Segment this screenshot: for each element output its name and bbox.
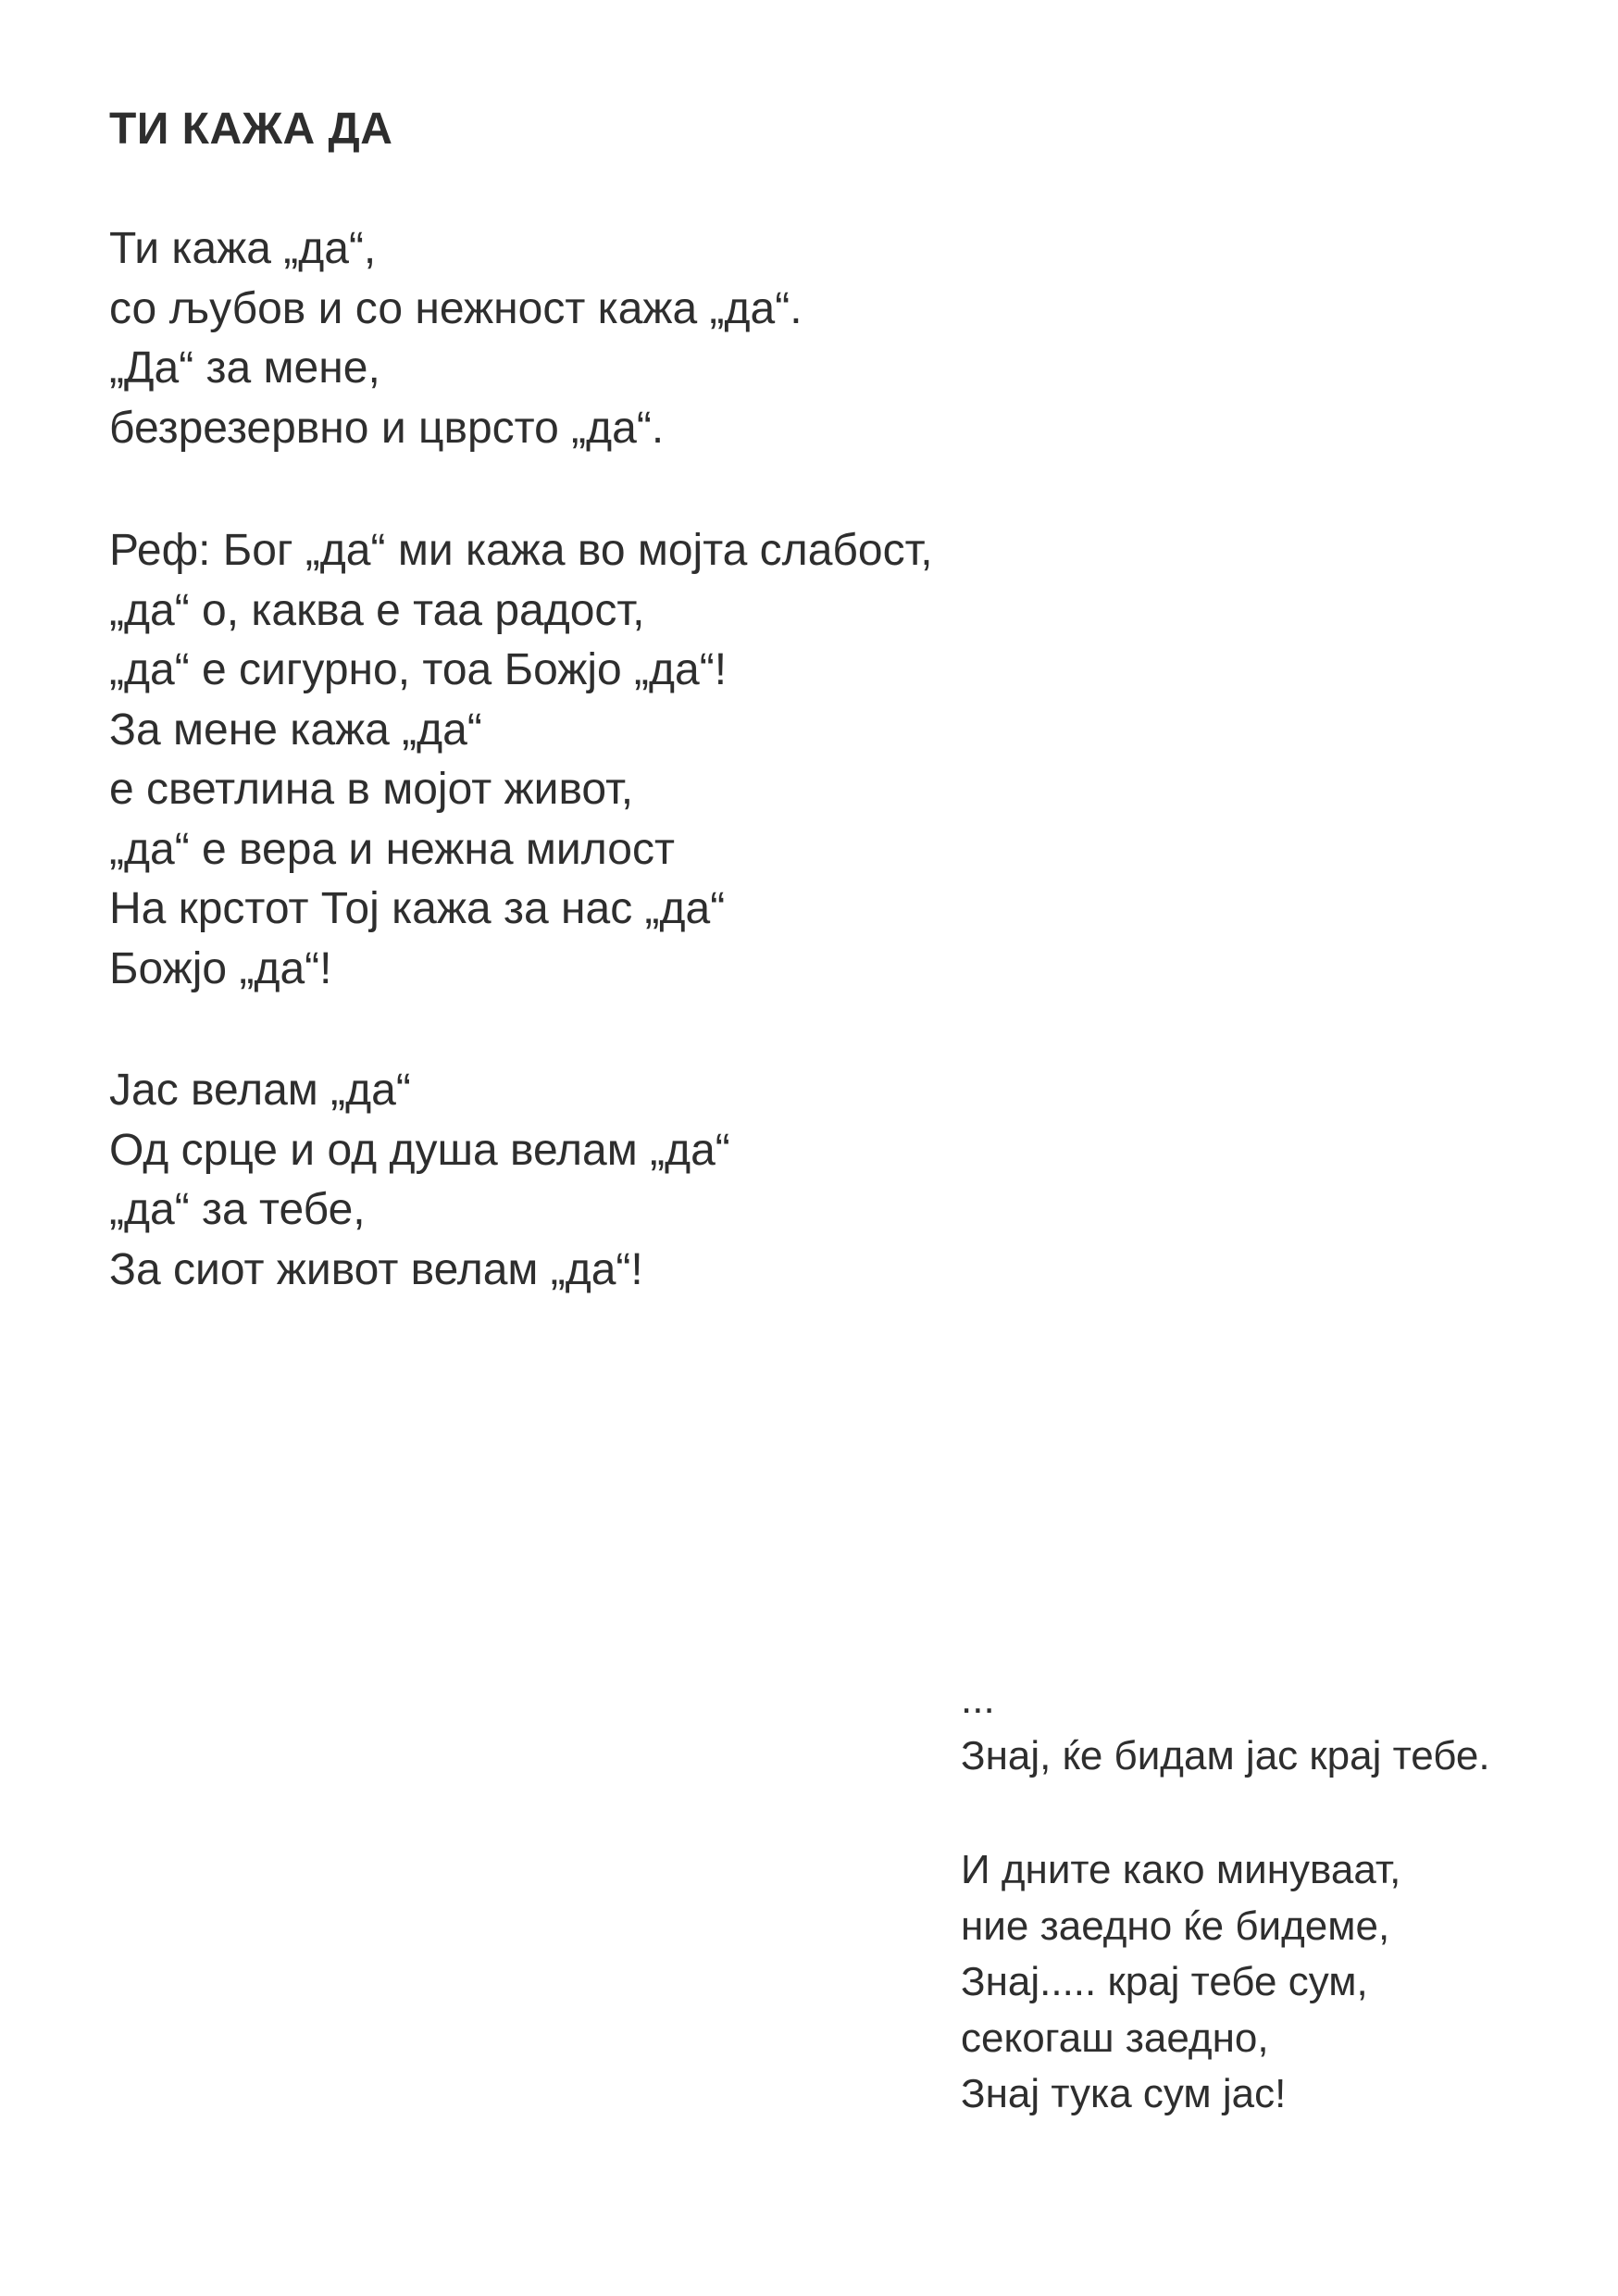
lyric-line: ние заедно ќе бидеме, bbox=[961, 1903, 1390, 1949]
lyric-line: И дните како минуваат, bbox=[961, 1847, 1401, 1892]
lyric-line: За сиот живот велам „да“! bbox=[109, 1244, 643, 1294]
lyric-line: Од срце и од душа велам „да“ bbox=[109, 1125, 730, 1175]
lyric-line: За мене кажа „да“ bbox=[109, 705, 482, 755]
lyric-line: На крстот Тој кажа за нас „да“ bbox=[109, 884, 726, 933]
lyric-line: безрезервно и цврсто „да“. bbox=[109, 403, 665, 453]
side-stanza-2 bbox=[961, 1842, 1400, 2123]
lyric-line: Реф: Бог „да“ ми кажа во мојта слабост, bbox=[109, 526, 933, 575]
side-stanza-1 bbox=[961, 1672, 1490, 1784]
lyric-line: со љубов и со нежност кажа „да“. bbox=[109, 283, 803, 333]
lyric-line: Јас велам „да“ bbox=[109, 1066, 411, 1115]
lyric-line: Ти кажа „да“, bbox=[109, 224, 377, 273]
lyric-line: Знај, ќе бидам јас крај тебе. bbox=[961, 1732, 1490, 1778]
lyric-line: „да“ е сигурно, тоа Божјо „да“! bbox=[109, 645, 728, 694]
stanza-refrain bbox=[109, 521, 933, 999]
lyric-line: Знај..... крај тебе сум, bbox=[961, 1959, 1368, 2004]
stanza-verse-1 bbox=[109, 219, 803, 458]
lyric-line: секогаш заедно, bbox=[961, 2015, 1269, 2061]
lyric-line: „Да“ за мене, bbox=[109, 343, 380, 393]
lyric-line: Знај тука сум јас! bbox=[961, 2071, 1287, 2116]
lyric-line: Божјо „да“! bbox=[109, 943, 332, 993]
lyric-line: ... bbox=[961, 1677, 995, 1722]
stanza-verse-2 bbox=[109, 1061, 730, 1300]
song-title: ТИ КАЖА ДА bbox=[109, 105, 393, 154]
lyric-line: „да“ о, каква е таа радост, bbox=[109, 585, 645, 635]
lyric-line: „да“ е вера и нежна милост bbox=[109, 824, 675, 874]
lyric-line: е светлина в мојот живот, bbox=[109, 765, 634, 814]
lyric-line: „да“ за тебе, bbox=[109, 1185, 366, 1234]
